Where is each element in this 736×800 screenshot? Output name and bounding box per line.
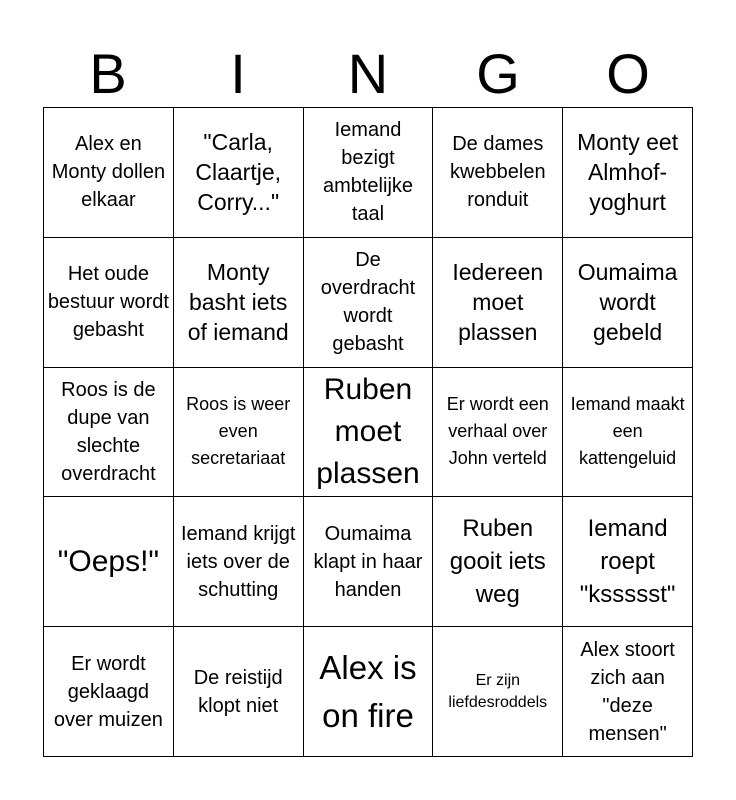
bingo-cell[interactable]: "Oeps!" — [44, 497, 174, 627]
bingo-cell[interactable]: De overdracht wordt gebasht — [304, 238, 434, 368]
bingo-cell[interactable]: Monty basht iets of iemand — [174, 238, 304, 368]
bingo-cell[interactable]: Iemand maakt een kattengeluid — [563, 368, 693, 498]
bingo-grid — [43, 107, 693, 757]
bingo-cell[interactable]: Er wordt een verhaal over John verteld — [433, 368, 563, 498]
bingo-cell[interactable]: Iemand roept "kssssst" — [563, 497, 693, 627]
bingo-cell[interactable]: Ruben gooit iets weg — [433, 497, 563, 627]
header-letter-o: O — [606, 42, 650, 105]
bingo-cell[interactable]: Alex stoort zich aan "deze mensen" — [563, 627, 693, 757]
bingo-cell[interactable]: Oumaima wordt gebeld — [563, 238, 693, 368]
bingo-cell[interactable]: Er zijn liefdesroddels — [433, 627, 563, 757]
bingo-cell[interactable]: De dames kwebbelen ronduit — [433, 108, 563, 238]
bingo-cell[interactable]: Iemand krijgt iets over de schutting — [174, 497, 304, 627]
bingo-header — [43, 40, 693, 108]
header-letter-b: B — [89, 42, 127, 105]
bingo-cell[interactable]: Iedereen moet plassen — [433, 238, 563, 368]
bingo-cell[interactable]: Roos is de dupe van slechte overdracht — [44, 368, 174, 498]
header-letter-i: I — [230, 42, 246, 105]
header-letter-n: N — [347, 42, 389, 105]
bingo-cell[interactable]: De reistijd klopt niet — [174, 627, 304, 757]
bingo-cell[interactable]: Alex is on fire — [304, 627, 434, 757]
bingo-cell[interactable]: "Carla, Claartje, Corry..." — [174, 108, 304, 238]
bingo-cell[interactable]: Roos is weer even secretariaat — [174, 368, 304, 498]
bingo-cell[interactable]: Monty eet Almhof-yoghurt — [563, 108, 693, 238]
bingo-cell[interactable]: Oumaima klapt in haar handen — [304, 497, 434, 627]
bingo-cell[interactable]: Ruben moet plassen — [304, 368, 434, 498]
bingo-cell[interactable]: Er wordt geklaagd over muizen — [44, 627, 174, 757]
bingo-cell[interactable]: Het oude bestuur wordt gebasht — [44, 238, 174, 368]
header-letter-g: G — [476, 42, 520, 105]
bingo-cell[interactable]: Iemand bezigt ambtelijke taal — [304, 108, 434, 238]
bingo-cell[interactable]: Alex en Monty dollen elkaar — [44, 108, 174, 238]
